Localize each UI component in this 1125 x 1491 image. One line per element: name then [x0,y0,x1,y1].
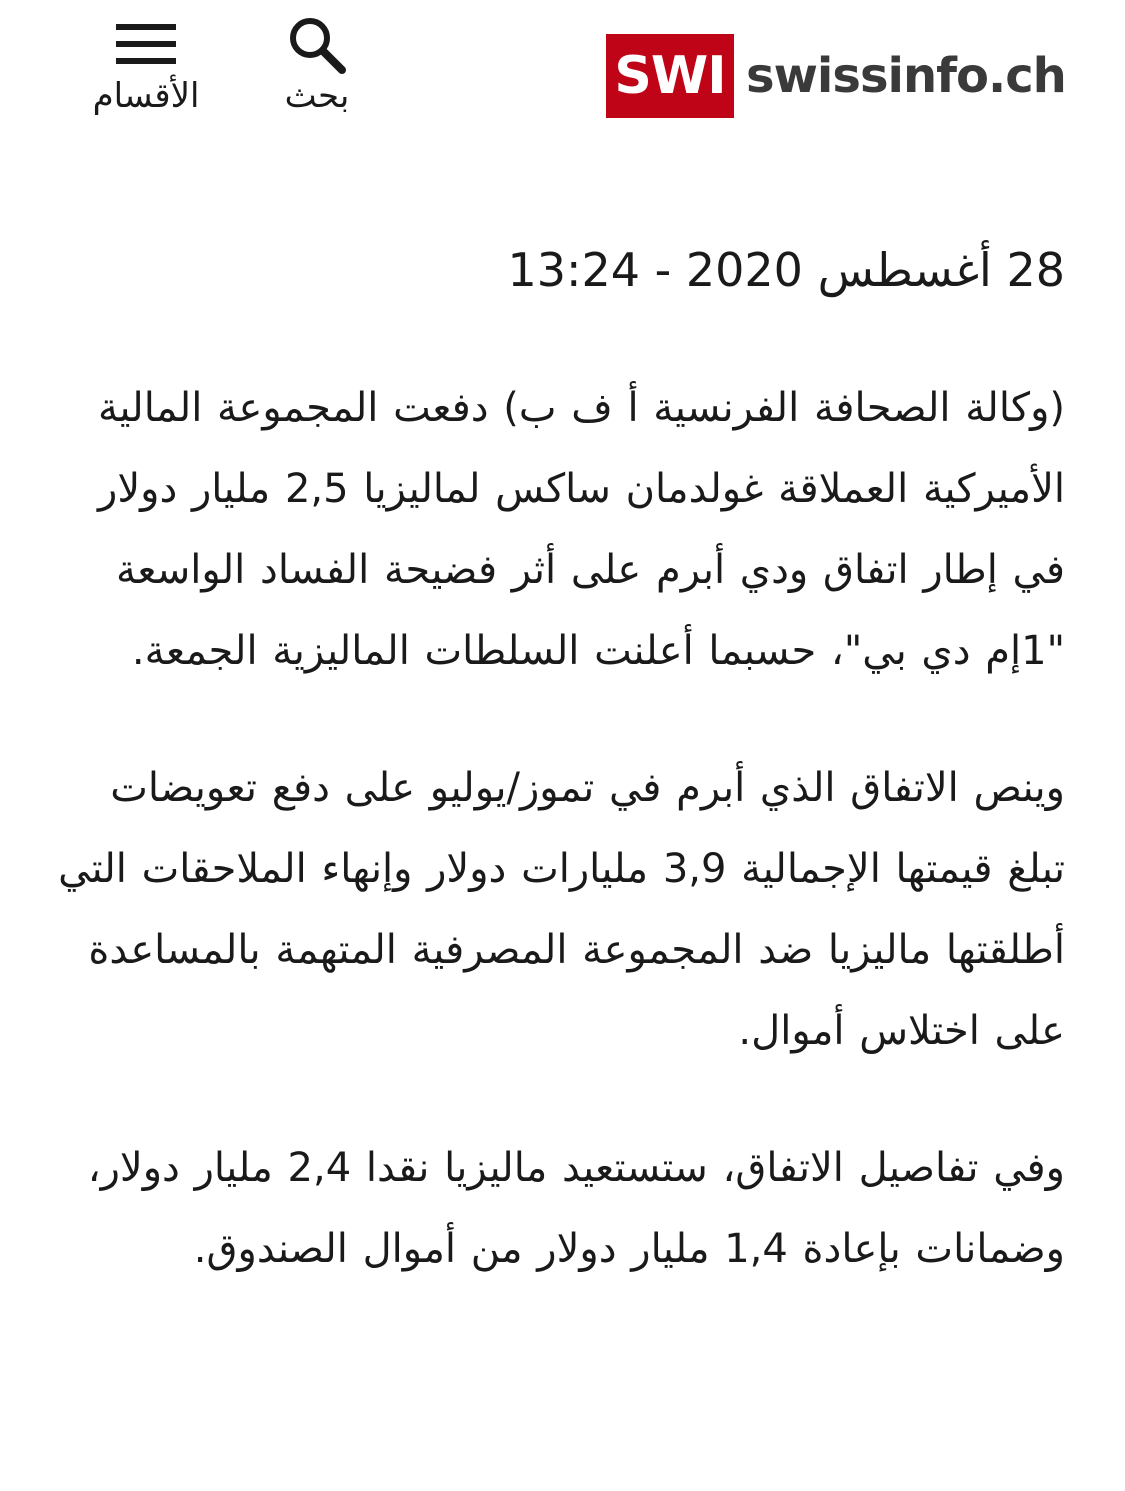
article-dateline: 28 أغسطس 2020 - 13:24 [507,243,1065,297]
article-paragraph: وفي تفاصيل الاتفاق، ستستعيد ماليزيا نقدا 2,4 مليار دولار، وضمانات بإعادة 1,4 مليار دولار من أموال الصندوق. [87,1145,1065,1272]
article-body [50,220,1065,1290]
sections-menu-label: الأقسام [92,76,200,116]
site-name: swissinfo.ch [746,48,1066,104]
search-button[interactable] [262,20,372,116]
hamburger-menu-icon [116,20,176,68]
article-paragraph: (وكالة الصحافة الفرنسية أ ف ب) دفعت المجموعة المالية الأميركية العملاقة غولدمان ساكس لماليزيا 2,5 مليار دولار في إطار اتفاق ودي أبرم على أثر فضيحة الفساد الواسعة "1إم دي بي"، حسبما أعلنت السلطات الماليزية الجمعة. [97,385,1065,674]
sections-menu-button[interactable] [78,20,214,116]
swi-logo-badge: SWI [606,34,734,118]
swissinfo-logo[interactable] [606,34,1066,118]
article-paragraph: وينص الاتفاق الذي أبرم في تموز/يوليو على دفع تعويضات تبلغ قيمتها الإجمالية 3,9 مليارات دولار وإنهاء الملاحقات التي أطلقتها ماليزيا ضد المجموعة المصرفية المتهمة بالمساعدة على اختلاس أموال. [58,765,1065,1054]
search-icon [286,14,348,76]
site-header [0,0,1125,170]
search-label: بحث [284,76,350,116]
